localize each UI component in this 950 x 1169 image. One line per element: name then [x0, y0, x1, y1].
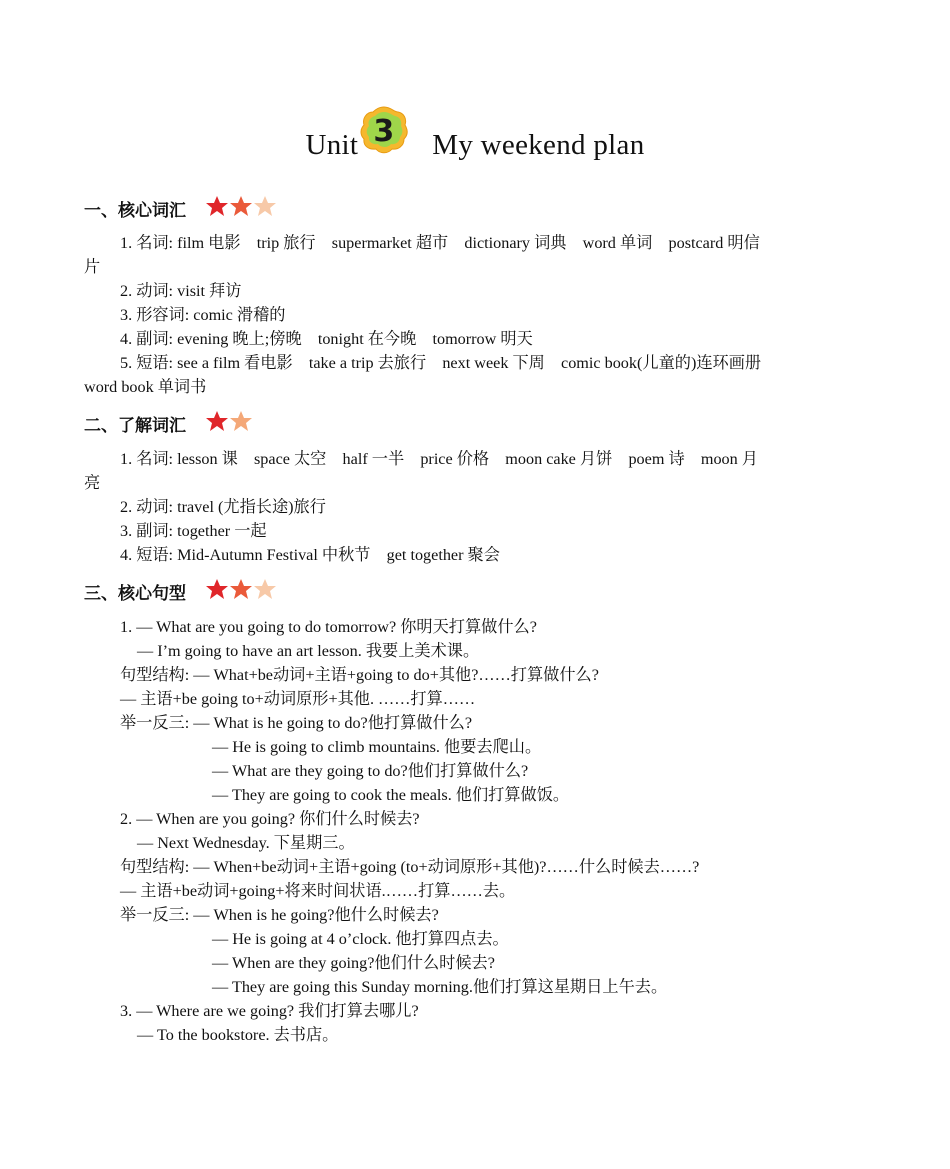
unit-number: 3 [373, 114, 395, 149]
vocab-line: 1. 名词: film 电影 trip 旅行 supermarket 超市 dictionary 词典 word 单词 postcard 明信 [120, 234, 760, 252]
section-heading-text: 三、核心句型 [84, 584, 186, 604]
sentence-line: 1. — What are you going to do tomorrow? 你明天打算做什么? [120, 618, 537, 636]
sentence-line: 2. — When are you going? 你们什么时候去? [120, 810, 420, 828]
vocab-line: 3. 形容词: comic 滑稽的 [120, 306, 286, 324]
sentence-line: — 主语+be going to+动词原形+其他. ……打算…… [120, 690, 476, 708]
vocab-line: 4. 短语: Mid-Autumn Festival 中秋节 get together 聚会 [120, 546, 500, 564]
vocab-line: 片 [84, 258, 101, 276]
sentence-line: — When are they going?他们什么时候去? [212, 954, 495, 972]
sentence-line: 句型结构: — What+be动词+主语+going to do+其他?……打算做什么? [120, 666, 599, 684]
three-star-rating-icon [206, 195, 276, 224]
vocab-line: 4. 副词: evening 晚上;傍晚 tonight 在今晚 tomorrow 明天 [120, 330, 533, 348]
section-heading-core-sentences [84, 578, 276, 607]
sentence-line: — He is going to climb mountains. 他要去爬山。 [212, 738, 542, 756]
unit-name: My weekend plan [432, 129, 645, 161]
sentence-line: — I’m going to have an art lesson. 我要上美术课。 [137, 642, 480, 660]
section-heading-core-vocab [84, 195, 276, 224]
vocab-line: 3. 副词: together 一起 [120, 522, 267, 540]
unit-number-badge [358, 114, 408, 162]
vocab-line: word book 单词书 [84, 378, 207, 396]
unit-title [0, 114, 950, 162]
vocab-line: 5. 短语: see a film 看电影 take a trip 去旅行 next week 下周 comic book(儿童的)连环画册 [120, 354, 762, 372]
sentence-line: — They are going this Sunday morning.他们打算这星期日上午去。 [212, 978, 668, 996]
vocab-line: 亮 [84, 474, 101, 492]
section-heading-text: 一、核心词汇 [84, 201, 186, 221]
two-star-rating-icon [206, 410, 254, 439]
unit-word: Unit [305, 129, 359, 161]
sentence-line: — They are going to cook the meals. 他们打算做饭。 [212, 786, 570, 804]
sentence-line: 举一反三: — What is he going to do?他打算做什么? [120, 714, 473, 732]
vocab-line: 1. 名词: lesson 课 space 太空 half 一半 price 价格 moon cake 月饼 poem 诗 moon 月 [120, 450, 758, 468]
section-heading-extra-vocab [84, 410, 254, 439]
sentence-line: — Next Wednesday. 下星期三。 [137, 834, 355, 852]
sentence-line: 举一反三: — When is he going?他什么时候去? [120, 906, 439, 924]
sentence-line: — 主语+be动词+going+将来时间状语.……打算……去。 [120, 882, 516, 900]
vocab-line: 2. 动词: visit 拜访 [120, 282, 242, 300]
three-star-rating-icon [206, 578, 276, 607]
sentence-line: 句型结构: — When+be动词+主语+going (to+动词原形+其他)?……什么时候去……? [120, 858, 700, 876]
section-heading-text: 二、了解词汇 [84, 416, 186, 436]
sentence-line: 3. — Where are we going? 我们打算去哪儿? [120, 1002, 419, 1020]
vocab-line: 2. 动词: travel (尤指长途)旅行 [120, 498, 326, 516]
sentence-line: — To the bookstore. 去书店。 [137, 1026, 339, 1044]
sentence-line: — What are they going to do?他们打算做什么? [212, 762, 529, 780]
sentence-line: — He is going at 4 o’clock. 他打算四点去。 [212, 930, 509, 948]
